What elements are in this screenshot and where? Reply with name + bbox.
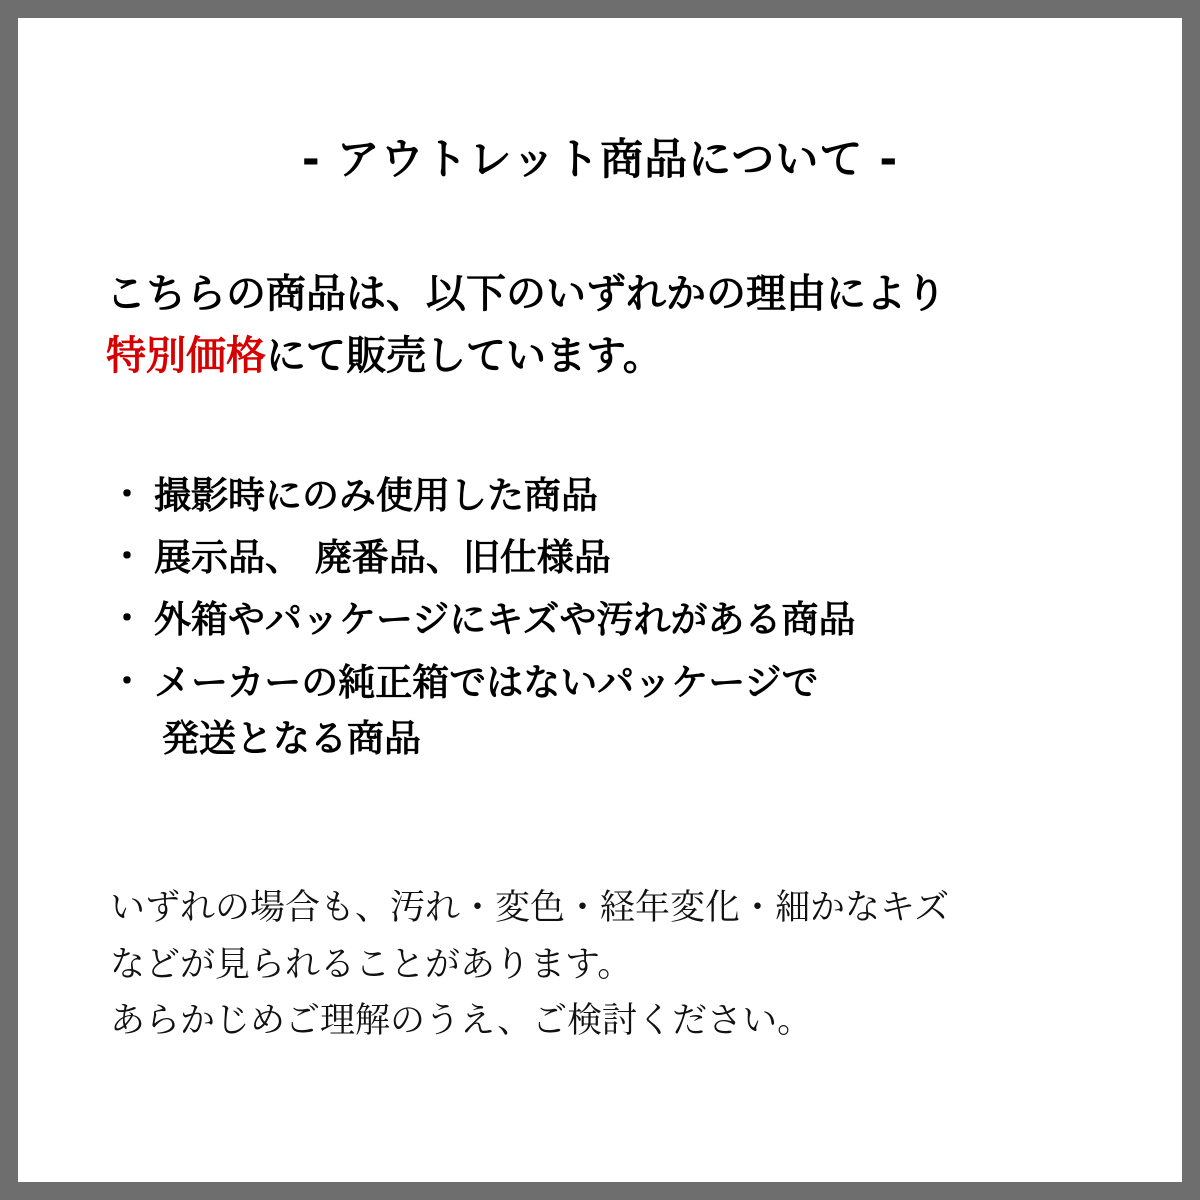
note-line-2: などが見られることがあります。 xyxy=(110,944,633,985)
notice-content xyxy=(18,18,1182,1182)
bullet-icon: ・ xyxy=(110,537,144,578)
list-item-label: 外箱やパッケージにキズや汚れがある商品 xyxy=(154,598,856,642)
lead-line-1: こちらの商品は、以下のいずれかの理由により xyxy=(106,271,946,317)
list-item-label: 展示品、 廃番品、旧仕様品 xyxy=(154,536,611,580)
note-line-3: あらかじめご理解のうえ、ご検討ください。 xyxy=(110,1001,813,1042)
note-line-1: いずれの場合も、汚れ・変色・経年変化・細かなキズ xyxy=(110,888,950,928)
list-item xyxy=(96,592,1116,648)
list-item xyxy=(96,468,1116,524)
lead-highlight: 特別価格 xyxy=(106,333,266,379)
disclaimer-note xyxy=(110,880,1140,1050)
bullet-icon: ・ xyxy=(110,599,144,640)
list-item xyxy=(96,655,1116,767)
page-title: - アウトレット商品について - xyxy=(301,135,899,185)
bullet-icon: ・ xyxy=(110,475,144,515)
reason-list xyxy=(96,468,1116,773)
list-item-label: メーカーの純正箱ではないパッケージで xyxy=(154,660,819,704)
list-item xyxy=(96,530,1116,586)
bullet-icon: ・ xyxy=(110,661,144,702)
list-item-label-continued: 発送となる商品 xyxy=(162,716,421,760)
lead-line-2: にて販売しています。 xyxy=(266,333,663,379)
lead-paragraph xyxy=(106,263,1116,387)
list-item-label: 撮影時にのみ使用した商品 xyxy=(154,474,598,517)
